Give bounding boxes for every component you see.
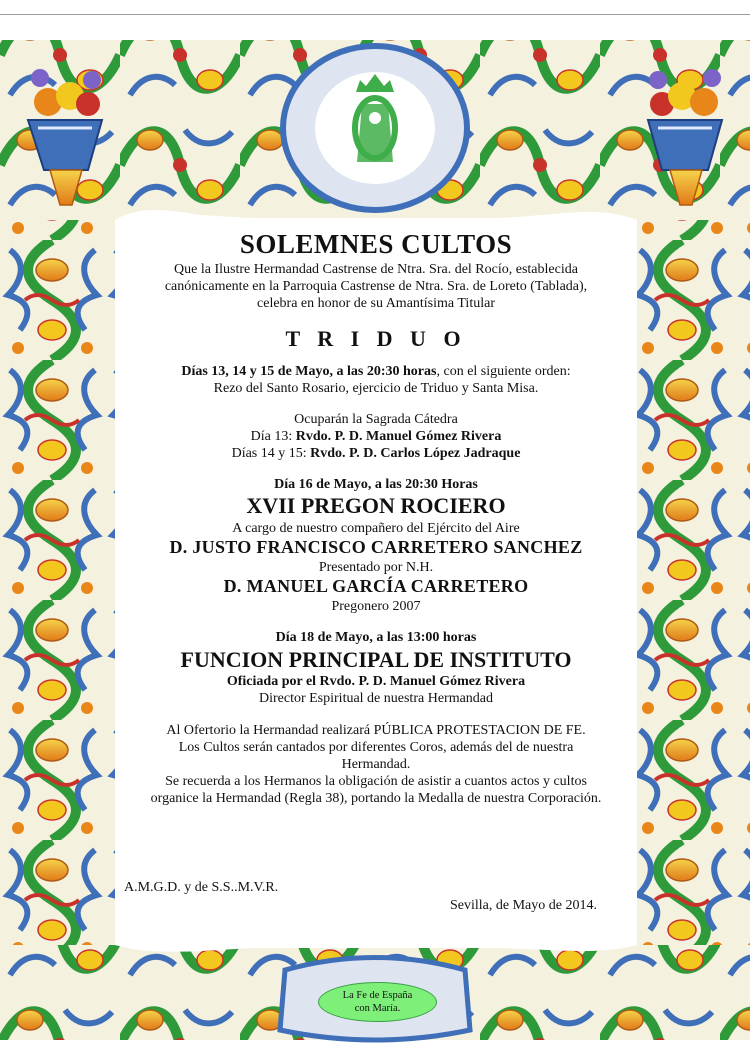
motto-badge <box>318 982 437 1022</box>
triduo-dates <box>115 363 637 380</box>
note-line-5: organice la Hermandad (Regla 38), portando la Medalla de nuestra Corporación. <box>150 790 602 806</box>
motto-line-1: La Fe de España <box>342 990 413 1001</box>
intro-line-1: Que la Ilustre Hermandad Castrense de Ntra. Sra. del Rocío, establecida <box>174 261 578 277</box>
triduo-heading: T R I D U O <box>285 326 467 352</box>
catedra-line: Ocuparán la Sagrada Cátedra <box>294 412 458 428</box>
pregon-presenter: D. MANUEL GARCÍA CARRETERO <box>223 576 529 597</box>
triduo-dates-bold: Días 13, 14 y 15 de Mayo, a las 20:30 horas <box>181 364 437 379</box>
note-line-1: Al Ofertorio la Hermandad realizará PÚBLICA PROTESTACION DE FE. <box>166 722 586 738</box>
pregon-presenter-role: Pregonero 2007 <box>331 599 421 615</box>
pregon-date: Día 16 de Mayo, a las 20:30 Horas <box>274 477 478 493</box>
day13-line <box>115 428 637 445</box>
note-line-2: Los Cultos serán cantados por diferentes Coros, además del de nuestra <box>178 739 574 755</box>
triduo-dates-rest: , con el siguiente orden: <box>436 364 571 379</box>
triduo-order: Rezo del Santo Rosario, ejercicio de Triduo y Santa Misa. <box>213 381 539 397</box>
intro-line-3: celebra en honor de su Amantísima Titular <box>257 296 495 312</box>
day1415-preacher: Rvdo. P. D. Carlos López Jadraque <box>310 446 521 462</box>
day13-preacher: Rvdo. P. D. Manuel Gómez Rivera <box>295 429 502 445</box>
main-title: SOLEMNES CULTOS <box>239 229 513 259</box>
announcement-body <box>115 222 637 807</box>
funcion-role: Director Espiritual de nuestra Hermandad <box>258 691 494 707</box>
pregon-presented: Presentado por N.H. <box>318 560 434 576</box>
note-line-4: Se recuerda a los Hermanos la obligación de asistir a cuantos actos y cultos <box>165 773 587 789</box>
pregon-speaker: D. JUSTO FRANCISCO CARRETERO SANCHEZ <box>169 537 583 558</box>
motto-line-2: con María. <box>354 1003 401 1014</box>
note-line-3: Hermandad. <box>341 756 411 772</box>
day1415-label: Días 14 y 15: <box>231 446 311 462</box>
hermandad-emblem <box>283 46 467 210</box>
place-date: Sevilla, de Mayo de 2014. <box>450 898 597 913</box>
funcion-date: Día 18 de Mayo, a las 13:00 horas <box>275 630 477 646</box>
funcion-officiant: Oficiada por el Rvdo. P. D. Manuel Gómez Rivera <box>226 674 526 690</box>
pregon-cargo: A cargo de nuestro compañero del Ejército del Aire <box>232 521 520 537</box>
day1415-line <box>115 445 637 462</box>
intro-line-2: canónicamente en la Parroquia Castrense de Ntra. Sra. de Loreto (Tablada), <box>164 279 588 295</box>
pregon-title: XVII PREGON ROCIERO <box>246 493 506 519</box>
amgd-dedication: A.M.G.D. y de S.S..M.V.R. <box>124 880 279 895</box>
day13-label: Día 13: <box>250 429 296 445</box>
funcion-title: FUNCION PRINCIPAL DE INSTITUTO <box>180 646 572 672</box>
